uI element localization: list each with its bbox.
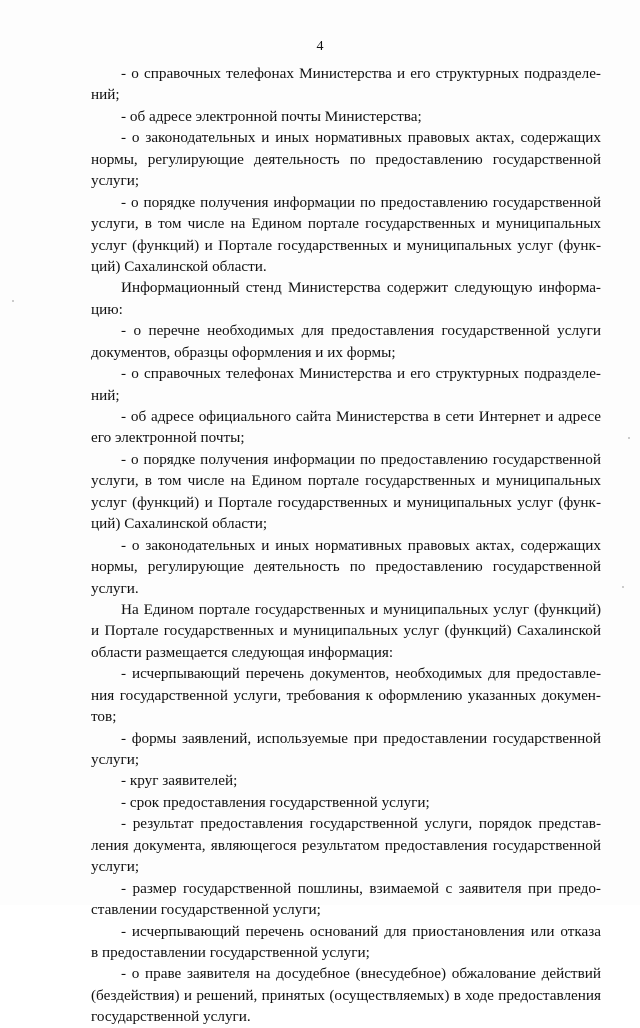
text-line: документов, образцы оформления и их формы; <box>91 343 396 361</box>
text-line: нормы, регулирующие деятельность по предоставлению государственной <box>91 558 601 576</box>
text-line: ций) Сахалинской области; <box>91 515 268 533</box>
text-line: цию: <box>91 300 123 318</box>
text-line: - об адресе официального сайта Министерства в сети Интернет и адресе <box>121 408 601 425</box>
text-line: - результат предоставления государственной услуги, порядок представ- <box>121 815 601 833</box>
text-line: в предоставлении государственной услуги; <box>91 943 370 961</box>
text-line: На Едином портале государственных и муниципальных услуг (функций) <box>121 600 601 618</box>
text-line: ний; <box>91 86 120 104</box>
text-line: - о порядке получения информации по предоставлению государственной <box>121 193 601 211</box>
text-line: - формы заявлений, используемые при предоставлении государственной <box>121 729 601 747</box>
text-line: нормы, регулирующие деятельность по предоставлению государственной <box>91 150 601 168</box>
text-line: - круг заявителей; <box>121 772 238 790</box>
text-line: и Портале государственных и муниципальных услуг (функций) Сахалинской <box>91 622 601 640</box>
scan-artifact <box>628 437 630 439</box>
text-line: - о законодательных и иных нормативных правовых актах, содержащих <box>121 536 601 554</box>
text-line: ния государственной услуги, требования к оформлению указанных докумен- <box>91 686 601 704</box>
text-line: ставлении государственной услуги; <box>91 901 321 919</box>
scan-artifact <box>12 300 14 302</box>
text-line: - о справочных телефонах Министерства и его структурных подразделе- <box>121 65 601 82</box>
text-line: - о праве заявителя на досудебное (внесудебное) обжалование действий <box>121 965 601 983</box>
text-line: - о перечне необходимых для предоставления государственной услуги <box>121 322 601 340</box>
body-text <box>91 63 601 1028</box>
text-line: (бездействия) и решений, принятых (осуществляемых) в ходе предоставления <box>91 986 601 1004</box>
text-line: тов; <box>91 708 117 726</box>
page-number: 4 <box>316 39 324 54</box>
text-line: области размещается следующая информация: <box>91 643 394 661</box>
text-line: - срок предоставления государственной услуги; <box>121 793 430 811</box>
text-line: - о законодательных и иных нормативных правовых актах, содержащих <box>121 129 601 147</box>
text-line: государственной услуги. <box>91 1008 251 1026</box>
text-line: услуги, в том числе на Едином портале государственных и муниципальных <box>91 472 601 490</box>
text-line: - исчерпывающий перечень документов, необходимых для предоставле- <box>121 665 601 683</box>
text-line: ления документа, являющегося результатом предоставления государственной <box>91 836 601 854</box>
text-line: - о порядке получения информации по предоставлению государственной <box>121 450 601 468</box>
text-line: услуг (функций) и Портале государственных и муниципальных услуг (функ- <box>91 493 601 511</box>
text-line: услуг (функций) и Портале государственных и муниципальных услуг (функ- <box>91 236 601 254</box>
text-line: - размер государственной пошлины, взимаемой с заявителя при предо- <box>121 879 601 897</box>
text-line: - об адресе электронной почты Министерства; <box>121 107 422 125</box>
text-line: - о справочных телефонах Министерства и его структурных подразделе- <box>121 365 601 383</box>
text-line: ций) Сахалинской области. <box>91 257 267 275</box>
text-line: ний; <box>91 386 120 404</box>
text-line: его электронной почты; <box>91 429 245 447</box>
text-line: - исчерпывающий перечень оснований для приостановления или отказа <box>121 922 601 940</box>
text-line: услуги. <box>91 579 139 597</box>
text-line: услуги; <box>91 751 140 768</box>
text-line: услуги; <box>91 858 140 876</box>
text-line: услуги; <box>91 172 140 190</box>
scan-artifact <box>622 586 624 588</box>
text-line: услуги, в том числе на Едином портале государственных и муниципальных <box>91 215 601 233</box>
text-line: Информационный стенд Министерства содержит следующую информа- <box>121 279 601 297</box>
